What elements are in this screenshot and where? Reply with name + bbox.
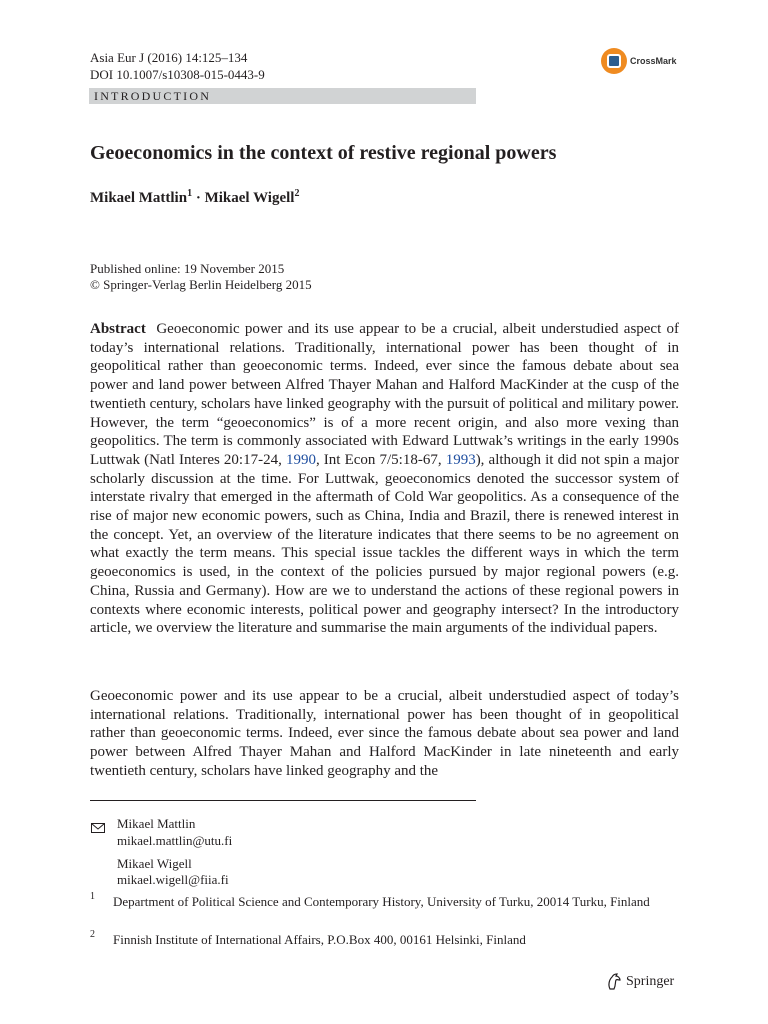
author-affiliation-marker: 1 (187, 188, 193, 199)
corresponding-author-name: Mikael Mattlin (117, 816, 196, 831)
body-paragraph: Geoeconomic power and its use appear to be a crucial, albeit understudied aspect of today’s international relations. Traditionally, international power has been thought of in geopolitical rather than geoeconomic terms. Indeed, ever since the famous debate about sea power and land power between Alfred Thayer Mahan and Halford MacKinder in late nineteenth and early twentieth century, scholars have linked geography and the (90, 688, 679, 779)
affiliation-number: 2 (90, 929, 95, 940)
author-email[interactable]: mikael.mattlin@utu.fi (117, 833, 233, 848)
section-bar (89, 88, 476, 104)
envelope-icon (91, 820, 105, 838)
author-name-footnote: Mikael Wigell (117, 856, 192, 871)
affiliation: Department of Political Science and Contemporary History, University of Turku, 20014 Turku, Finland (113, 894, 650, 909)
abstract-text: Geoeconomic power and its use appear to be a crucial, albeit understudied aspect of today’s international relations. Traditionally, international power has been thought of in geopolitical rather than geoeconomic terms. Indeed, ever since the famous debate about sea power and land power between Alfred Thayer Mahan and Halford MacKinder at the cusp of the twentieth century, scholars have linked geography with the pursuit of political and military power. However, the term “geoeconomics” is of a more recent origin, and also more vexing than geopolitics. The term is commonly associated with Edward Luttwak’s writings in the early 1990s Luttwak (Natl Interes 20:17-24, (90, 321, 680, 468)
author-name[interactable]: Mikael Mattlin (90, 190, 188, 206)
article-title: Geoeconomics in the context of restive regional powers (90, 142, 557, 164)
citation-link[interactable]: 1990 (285, 451, 316, 468)
author-affiliation-marker: 2 (294, 188, 300, 199)
abstract-text: ), although it did not spin a major scholarly discussion at the time. For Luttwak, geoeconomics denoted the successor system of interstate rivalry that emerged in the aftermath of Cold War geopolitics. As a consequence of the rise of major new economic powers, such as China, India and Brazil, there is renewed interest in the concept. Yet, an overview of the literature indicates that there seems to be no agreement on what exactly the term means. This special issue tackles the different ways in which the term geoeconomics is used, in the context of the policies pursued by major regional powers (e.g. China, Russia and Germany). How are we to understand the actions of these regional powers in contexts where economic interests, political power and geography intersect? In the introductory article, we overview the literature and summarise the main arguments of the individual papers. (90, 451, 679, 637)
affiliation: Finnish Institute of International Affairs, P.O.Box 400, 00161 Helsinki, Finland (113, 932, 526, 947)
citation-link[interactable]: 1993 (445, 451, 476, 468)
footnote-divider (90, 800, 476, 801)
publisher-logo (606, 973, 674, 991)
affiliation-number: 1 (90, 891, 95, 902)
springer-horse-icon (606, 973, 622, 991)
copyright: © Springer-Verlag Berlin Heidelberg 2015 (90, 277, 312, 292)
author-separator: · (192, 190, 205, 206)
crossmark-badge[interactable] (601, 48, 677, 74)
section-label: INTRODUCTION (94, 89, 212, 103)
abstract-label: Abstract (90, 321, 146, 337)
published-date: Published online: 19 November 2015 (90, 261, 285, 276)
journal-citation: Asia Eur J (2016) 14:125–134 (90, 50, 248, 65)
abstract-text: , Int Econ 7/5:18-67, (315, 451, 446, 468)
author-list (90, 187, 299, 209)
author-name[interactable]: Mikael Wigell (204, 190, 295, 206)
publisher-name: Springer (626, 974, 675, 989)
crossmark-label: CrossMark (630, 56, 677, 66)
doi[interactable]: DOI 10.1007/s10308-015-0443-9 (90, 67, 265, 82)
crossmark-icon (601, 48, 627, 74)
abstract (90, 320, 679, 638)
author-email[interactable]: mikael.wigell@fiia.fi (117, 872, 229, 887)
